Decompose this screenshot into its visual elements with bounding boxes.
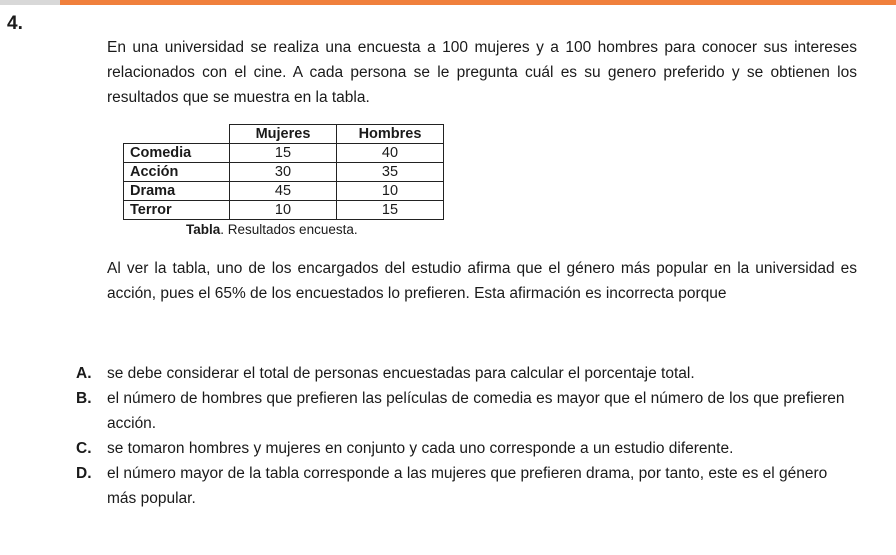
- header-hombres: Hombres: [337, 125, 444, 144]
- caption-text: . Resultados encuesta.: [220, 222, 358, 237]
- cell-mujeres: 30: [230, 163, 337, 182]
- option-letter: C.: [76, 440, 92, 457]
- table-caption: [186, 222, 358, 237]
- cell-mujeres: 15: [230, 144, 337, 163]
- option-b[interactable]: [76, 386, 858, 436]
- table-header-row: [124, 125, 444, 144]
- cell-mujeres: 10: [230, 201, 337, 220]
- cell-mujeres: 45: [230, 182, 337, 201]
- row-genre: Terror: [124, 201, 230, 220]
- option-letter: D.: [76, 465, 92, 482]
- option-a[interactable]: [76, 361, 858, 386]
- row-genre: Comedia: [124, 144, 230, 163]
- question-statement: Al ver la tabla, uno de los encargados del estudio afirma que el género más popular en la universidad es acción, pues el 65% de los encuestados lo prefieren. Esta afirmación es incorrecta porque: [107, 260, 857, 302]
- table-row: [124, 182, 444, 201]
- caption-bold: Tabla: [186, 222, 221, 237]
- option-text: se debe considerar el total de personas encuestadas para calcular el porcentaje total.: [107, 365, 695, 382]
- row-genre: Drama: [124, 182, 230, 201]
- option-text: el número de hombres que prefieren las películas de comedia es mayor que el número de los que prefieren acción.: [107, 390, 845, 432]
- option-c[interactable]: [76, 436, 858, 461]
- option-letter: B.: [76, 390, 92, 407]
- table-row: [124, 163, 444, 182]
- cell-hombres: 10: [337, 182, 444, 201]
- option-letter: A.: [76, 365, 92, 382]
- cell-hombres: 35: [337, 163, 444, 182]
- cell-hombres: 15: [337, 201, 444, 220]
- question-number: 4.: [7, 13, 23, 34]
- results-table: [123, 124, 444, 220]
- header-mujeres: Mujeres: [230, 125, 337, 144]
- cell-hombres: 40: [337, 144, 444, 163]
- top-accent-bar: [0, 0, 896, 5]
- option-d[interactable]: [76, 461, 858, 511]
- answer-options: [76, 361, 858, 511]
- option-text: el número mayor de la tabla corresponde a las mujeres que prefieren drama, por tanto, este es el género más popular.: [107, 465, 828, 507]
- table-corner: [124, 125, 230, 144]
- top-accent-bar-left: [0, 0, 60, 5]
- table-row: [124, 201, 444, 220]
- table-row: [124, 144, 444, 163]
- row-genre: Acción: [124, 163, 230, 182]
- option-text: se tomaron hombres y mujeres en conjunto y cada uno corresponde a un estudio diferente.: [107, 440, 734, 457]
- question-intro: En una universidad se realiza una encuesta a 100 mujeres y a 100 hombres para conocer sus intereses relacionados con el cine. A cada persona se le pregunta cuál es su genero preferido y se obtienen los resultados que se muestra en la tabla.: [107, 39, 857, 106]
